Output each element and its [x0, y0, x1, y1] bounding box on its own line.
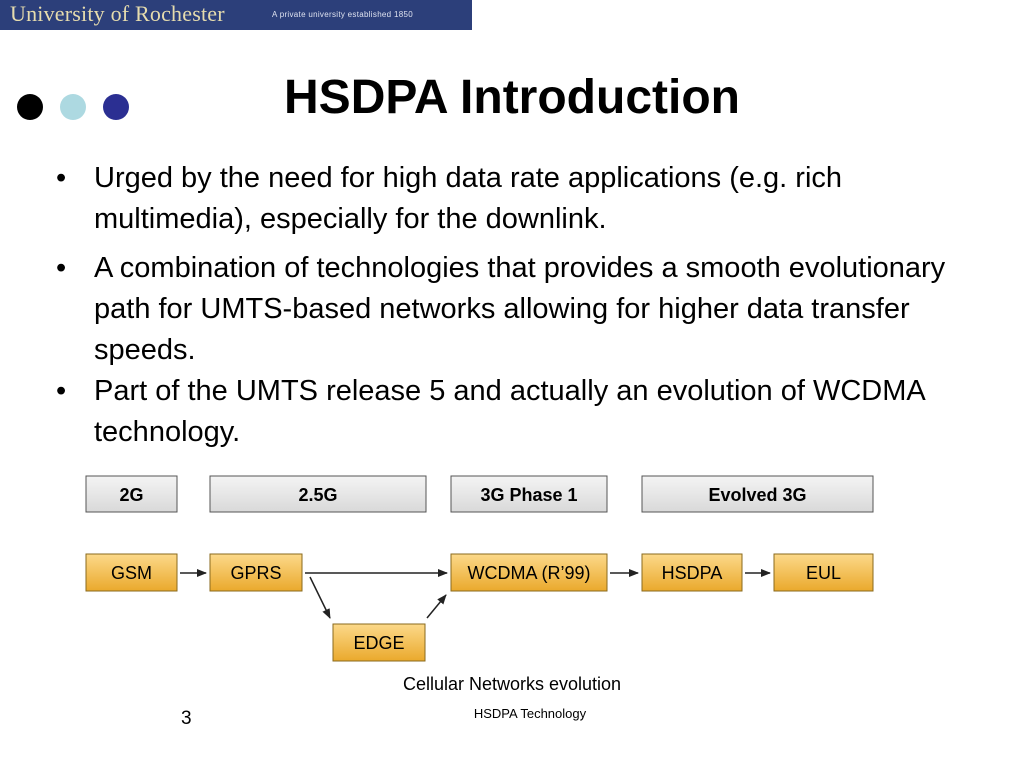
tech-hsdpa: [642, 554, 742, 591]
arrow-gprs-to-edge: [310, 577, 330, 618]
bullet-list: [52, 158, 972, 461]
tech-gsm: [86, 554, 177, 591]
tech-eul: [774, 554, 873, 591]
university-banner: [0, 0, 472, 30]
bullet-text: Urged by the need for high data rate applications (e.g. rich multimedia), especially for the downlink.: [94, 162, 843, 235]
bullet-item: [52, 158, 972, 240]
stage-3g-phase-1: [451, 476, 607, 512]
tech-label: GSM: [110, 563, 153, 583]
stage-evolved-3g: [642, 476, 873, 512]
diagram-caption: Cellular Networks evolution: [402, 674, 622, 694]
bullet-item: [52, 248, 972, 371]
tech-gprs: [210, 554, 302, 591]
stage-2g: [86, 476, 177, 512]
stage-label: 3G Phase 1: [480, 485, 578, 505]
tech-edge: [333, 624, 425, 661]
bullet-marker: •: [56, 162, 67, 194]
stage-label: 2G: [119, 485, 144, 505]
slide-title: HSDPA Introduction: [284, 71, 740, 124]
tech-wcdma: [451, 554, 607, 591]
tech-label: GPRS: [230, 563, 282, 583]
bullet-marker: •: [56, 375, 67, 407]
network-evolution-diagram: [0, 460, 1024, 670]
banner-university-name: University of Rochester: [10, 1, 225, 26]
stage-2-5g: [210, 476, 426, 512]
bullet-item: [52, 371, 972, 453]
tech-label: HSDPA: [661, 563, 723, 583]
stage-label: Evolved 3G: [708, 485, 807, 505]
tech-label: WCDMA (R’99): [467, 563, 591, 583]
tech-label: EUL: [805, 563, 842, 583]
arrow-edge-to-wcdma: [427, 595, 446, 618]
bullet-marker: •: [56, 252, 67, 284]
page-number: 3: [181, 708, 192, 729]
banner-tagline: A private university established 1850: [272, 10, 413, 19]
bullet-text: A combination of technologies that provides a smooth evolutionary path for UMTS-based networks allowing for higher data transfer speeds.: [94, 252, 946, 366]
stage-label: 2.5G: [298, 485, 338, 505]
footer-text: HSDPA Technology: [473, 706, 587, 721]
bullet-text: Part of the UMTS release 5 and actually an evolution of WCDMA technology.: [94, 375, 925, 448]
tech-label: EDGE: [353, 633, 405, 653]
